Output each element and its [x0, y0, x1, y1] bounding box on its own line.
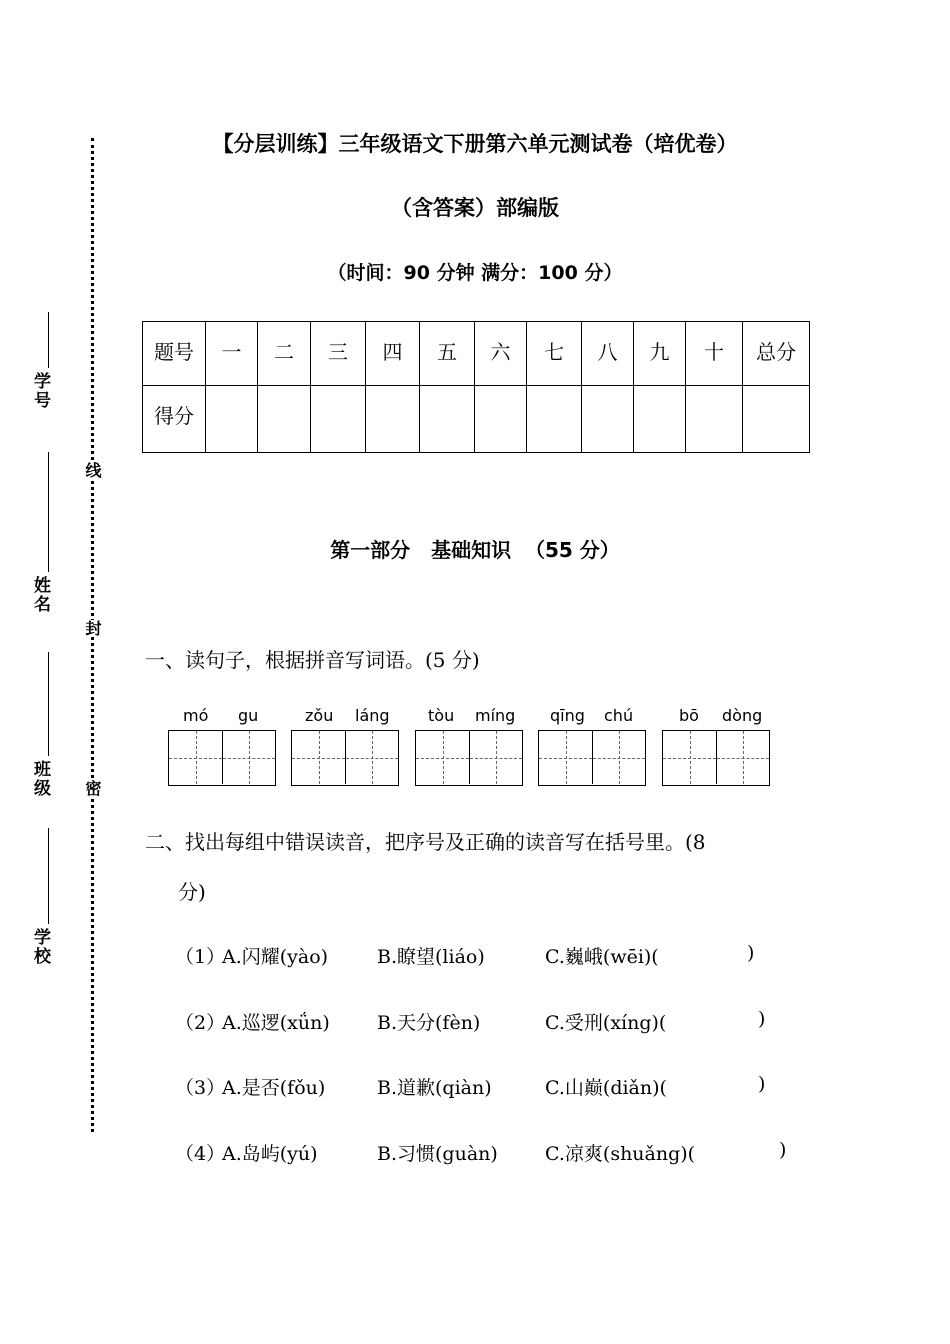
- score-input-cell[interactable]: [311, 386, 366, 453]
- pinyin: gu: [238, 706, 259, 725]
- q2-item-num: （2）: [175, 1012, 226, 1034]
- student-id-line: [48, 312, 49, 368]
- q2-option-b: B.天分(fèn): [377, 1012, 481, 1034]
- q1-text: 一、读句子，根据拼音写词语。(5 分): [145, 648, 480, 672]
- score-input-cell[interactable]: [686, 386, 743, 453]
- score-input-cell[interactable]: [582, 386, 634, 453]
- score-input-cell[interactable]: [258, 386, 311, 453]
- q2-text-cont: 分): [178, 880, 206, 904]
- school-line: [48, 828, 49, 924]
- q2-text: 二、找出每组中错误读音，把序号及正确的读音写在括号里。(8: [145, 830, 706, 854]
- class-label: 班级: [30, 760, 50, 798]
- tianzi-grid[interactable]: [538, 730, 646, 786]
- pinyin: tòu: [428, 706, 455, 725]
- table-cell-col-8: 八: [582, 322, 634, 386]
- table-cell-col-9: 九: [634, 322, 686, 386]
- score-input-cell[interactable]: [420, 386, 475, 453]
- part1-heading: 第一部分 基础知识 （55 分）: [330, 538, 620, 562]
- q2-option-c: C.受刑(xíng)(: [545, 1012, 667, 1034]
- score-input-cell[interactable]: [366, 386, 420, 453]
- score-table-header-row: [143, 322, 810, 386]
- q2-option-a: A.闪耀(yào): [222, 946, 329, 968]
- pinyin: míng: [475, 706, 516, 725]
- name-label: 姓名: [30, 576, 50, 614]
- seal-char-secret: 密: [83, 780, 102, 796]
- q2-option-a: A.是否(fǒu): [222, 1077, 326, 1099]
- table-cell-col-6: 六: [475, 322, 527, 386]
- pinyin: chú: [604, 706, 634, 725]
- score-input-cell[interactable]: [634, 386, 686, 453]
- table-cell-col-2: 二: [258, 322, 311, 386]
- pinyin: láng: [355, 706, 390, 725]
- q2-option-a: A.巡逻(xǘn): [222, 1012, 330, 1034]
- school-label: 学校: [30, 928, 50, 966]
- pinyin: bō: [679, 706, 699, 725]
- q2-item-num: （4）: [175, 1143, 226, 1165]
- tianzi-grid[interactable]: [415, 730, 523, 786]
- table-cell-col-1: 一: [206, 322, 258, 386]
- table-cell-header-label: 题号: [143, 322, 206, 386]
- tianzi-grid[interactable]: [168, 730, 276, 786]
- score-table-score-row: [143, 386, 810, 453]
- q2-option-c: C.山巅(diǎn)(: [545, 1077, 667, 1099]
- class-line: [48, 652, 49, 756]
- seal-char-line: 线: [83, 462, 102, 478]
- page-title: 【分层训练】三年级语文下册第六单元测试卷（培优卷）: [212, 132, 738, 156]
- table-cell-col-3: 三: [311, 322, 366, 386]
- table-cell-col-7: 七: [527, 322, 582, 386]
- page-subtitle: （含答案）部编版: [391, 196, 559, 220]
- pinyin: mó: [183, 706, 209, 725]
- tianzi-grid[interactable]: [291, 730, 399, 786]
- q2-item-num: （3）: [175, 1077, 226, 1099]
- student-id-label: 学号: [30, 372, 50, 410]
- pinyin: dòng: [722, 706, 763, 725]
- q2-option-b: B.习惯(guàn): [377, 1143, 498, 1165]
- score-input-cell[interactable]: [527, 386, 582, 453]
- table-cell-col-10: 十: [686, 322, 743, 386]
- q2-option-c: C.凉爽(shuǎng)(: [545, 1143, 696, 1165]
- table-cell-row-label: 得分: [143, 386, 206, 453]
- answer-bracket-close[interactable]: ): [747, 942, 755, 964]
- q2-option-c: C.巍峨(wēi)(: [545, 946, 659, 968]
- q2-item-num: （1）: [175, 946, 226, 968]
- pinyin: qīng: [550, 706, 585, 725]
- score-input-cell[interactable]: [475, 386, 527, 453]
- q2-option-b: B.道歉(qiàn): [377, 1077, 492, 1099]
- table-cell-col-5: 五: [420, 322, 475, 386]
- seal-char-seal: 封: [83, 620, 102, 636]
- tianzi-grid[interactable]: [662, 730, 770, 786]
- exam-meta: （时间：90 分钟 满分：100 分）: [327, 262, 623, 284]
- answer-bracket-close[interactable]: ): [779, 1139, 787, 1161]
- score-input-cell[interactable]: [206, 386, 258, 453]
- score-input-cell[interactable]: [743, 386, 810, 453]
- q2-option-b: B.瞭望(liáo): [377, 946, 485, 968]
- q2-option-a: A.岛屿(yú): [222, 1143, 318, 1165]
- pinyin: zǒu: [305, 706, 334, 725]
- table-cell-col-4: 四: [366, 322, 420, 386]
- answer-bracket-close[interactable]: ): [758, 1008, 766, 1030]
- answer-bracket-close[interactable]: ): [758, 1073, 766, 1095]
- table-cell-col-total: 总分: [743, 322, 810, 386]
- score-table: [142, 321, 810, 453]
